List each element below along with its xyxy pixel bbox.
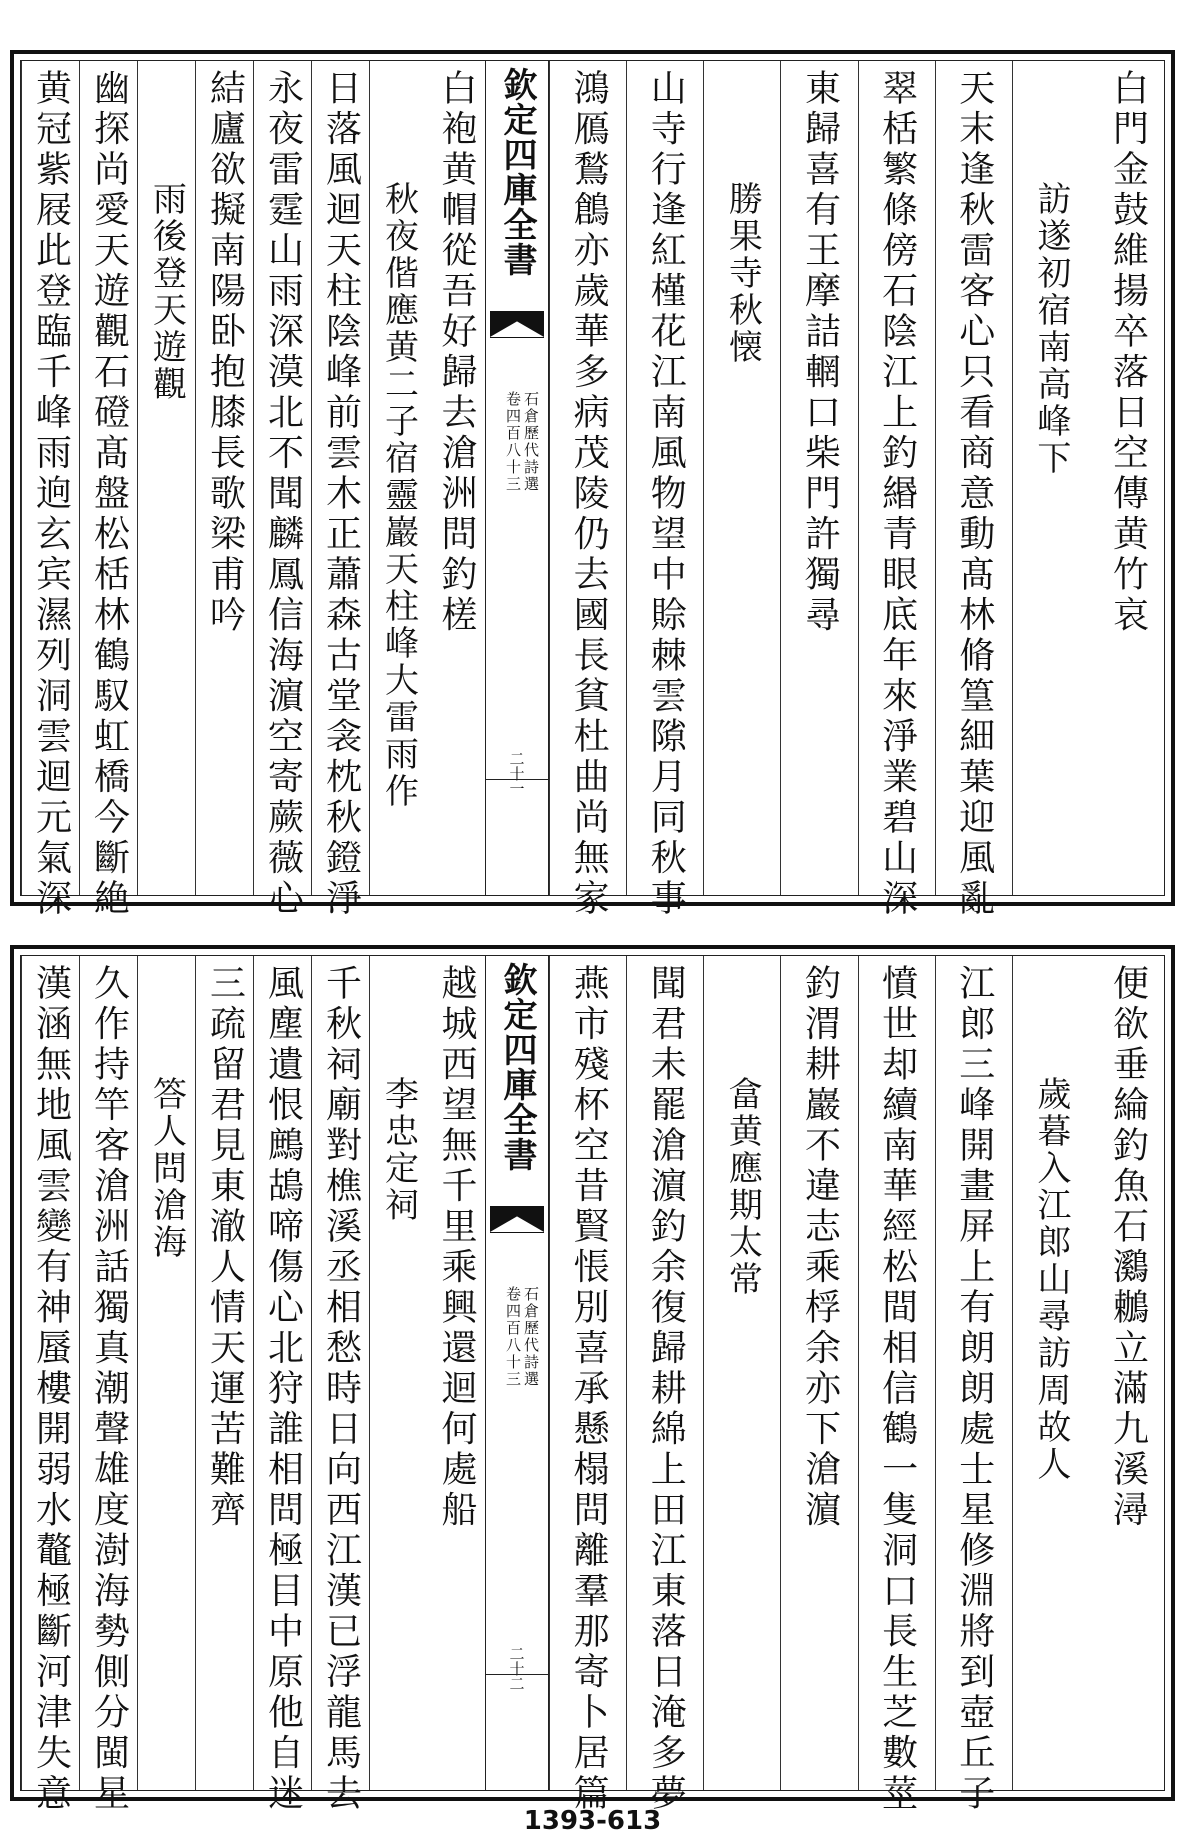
verse-line: 結廬欲擬南陽卧抱膝長歌梁甫吟 (204, 69, 246, 636)
top-center-gutter (485, 61, 549, 895)
poem-title-column (703, 61, 780, 895)
text-column (626, 61, 703, 920)
text-column (780, 956, 857, 1790)
poem-title-column (137, 61, 195, 895)
poem-title-column (703, 956, 780, 1790)
fish-tail-mark (490, 1206, 544, 1232)
verse-line: 釣渭耕巖不違志乘桴余亦下滄濵 (799, 964, 841, 1531)
poem-title-column (1012, 956, 1089, 1790)
top-page-frame (20, 60, 1165, 920)
verse-line: 千秋祠廟對樵溪丞相愁時日向西江漢已浮龍馬去 (320, 964, 362, 1815)
poem-title-column (137, 956, 195, 1790)
verse-line: 東歸喜有王摩詰輞口柴門許獨尋 (799, 69, 841, 636)
text-column (253, 61, 311, 920)
page-number-rule (486, 779, 548, 780)
poem-title: 歲暮入江郎山尋訪周故人 (1030, 1076, 1071, 1483)
text-column (253, 956, 311, 1815)
poem-title: 畣黄應期太常 (722, 1076, 763, 1298)
text-column (79, 956, 137, 1815)
top-page (10, 50, 1175, 920)
text-column (311, 61, 369, 920)
fish-tail-line (490, 1232, 544, 1253)
text-column (1089, 956, 1166, 1790)
verse-line: 風塵遺恨鷓鴣啼傷心北狩誰相問極目中原他自迷 (262, 964, 304, 1815)
library-header: 欽定四庫全書 (497, 962, 537, 1172)
page-number: 二十二 (507, 1646, 526, 1691)
archive-page-code: 1393-613 (523, 1806, 662, 1836)
text-column (549, 61, 626, 920)
volume-number: 卷四百八十三 (504, 1286, 522, 1388)
verse-line: 白門金鼓維揚卒落日空傳黄竹哀 (1107, 69, 1149, 636)
book-title: 石倉歷代詩選 (522, 391, 540, 493)
text-column (427, 61, 485, 895)
text-column (195, 956, 253, 1790)
poem-title: 李忠定祠 (378, 1076, 419, 1224)
verse-line: 幽探尚愛天遊觀石磴髙盤松栝林鶴馭虹橋今斷絶 (88, 69, 130, 920)
poem-title-column (369, 61, 427, 895)
poem-title: 訪遂初宿南高峰下 (1030, 181, 1071, 477)
text-column (311, 956, 369, 1815)
text-column (195, 61, 253, 895)
bottom-page (10, 945, 1175, 1815)
page-number-rule (486, 1674, 548, 1675)
book-title: 石倉歷代詩選 (522, 1286, 540, 1388)
fish-tail-mark (490, 311, 544, 337)
verse-line: 鴻鴈鶖鶬亦歲華多病茂陵仍去國長貧杜曲尚無家 (568, 69, 610, 920)
bottom-page-frame (20, 955, 1165, 1815)
verse-line: 燕市殘杯空昔賢悵別喜承懸榻問離羣那寄卜居篇 (568, 964, 610, 1815)
verse-line: 久作持竿客滄洲話獨真潮聲雄度澍海勢側分閩星 (88, 964, 130, 1815)
verse-line: 漢涵無地風雲變有神蜃樓開弱水鼇極斷河津失意 (30, 964, 72, 1815)
book-meta (504, 391, 540, 493)
verse-line: 翠栝繁條傍石陰江上釣緡青眼底年來淨業碧山深 (876, 69, 918, 920)
library-header: 欽定四庫全書 (497, 67, 537, 277)
poem-title: 雨後登天遊觀 (146, 181, 187, 403)
poem-title: 勝果寺秋懐 (722, 181, 763, 366)
verse-line: 日落風迴天柱陰峰前雲木正蕭森古堂衾枕秋鐙淨 (320, 69, 362, 920)
text-column (1089, 61, 1166, 895)
verse-line: 黄冠紫屐此登臨千峰雨逈玄宾濕列洞雲迴元氣深 (30, 69, 72, 920)
verse-line: 白袍黄帽從吾好歸去滄洲問釣槎 (436, 69, 477, 636)
text-column (21, 956, 79, 1815)
bottom-center-gutter (485, 956, 549, 1790)
fish-tail-line (490, 337, 544, 358)
verse-line: 聞君未罷滄濵釣余復歸耕綿上田江東落日淹多夢 (645, 964, 687, 1815)
poem-title-column (1012, 61, 1089, 895)
text-column (79, 61, 137, 920)
text-column (427, 956, 485, 1790)
book-meta (504, 1286, 540, 1388)
poem-title: 答人問滄海 (146, 1076, 187, 1261)
verse-line: 越城西望無千里乘興還迴何處船 (436, 964, 477, 1531)
text-column (549, 956, 626, 1815)
poem-title-column (369, 956, 427, 1790)
verse-line: 山寺行逢紅槿花江南風物望中賒棘雲𨻶月同秋事 (645, 69, 687, 920)
text-column (626, 956, 703, 1815)
volume-number: 卷四百八十三 (504, 391, 522, 493)
verse-line: 三疏留君見東澈人情天運苦難齊 (204, 964, 246, 1531)
text-column (935, 61, 1012, 920)
verse-line: 天末逢秋䨓客心只看商意動髙林脩篁細葉迎風亂 (953, 69, 995, 920)
verse-line: 江郎三峰開畫屏上有朗朗處士星修淵將到壺丘子 (953, 964, 995, 1815)
verse-line: 憤世却續南華經松間相信鶴一隻洞口長生芝數莖 (876, 964, 918, 1815)
text-column (858, 61, 935, 920)
verse-line: 便欲垂綸釣魚石鸂鶒立滿九溪潯 (1107, 964, 1149, 1531)
page-number: 二十一 (507, 751, 526, 796)
verse-line: 永夜雷霆山雨深漠北不聞麟鳳信海濵空寄蕨薇心 (262, 69, 304, 920)
text-column (858, 956, 935, 1815)
poem-title: 秋夜偕應黄二子宿靈巖天柱峰大雷雨作 (378, 181, 419, 810)
text-column (21, 61, 79, 920)
text-column (780, 61, 857, 895)
text-column (935, 956, 1012, 1815)
